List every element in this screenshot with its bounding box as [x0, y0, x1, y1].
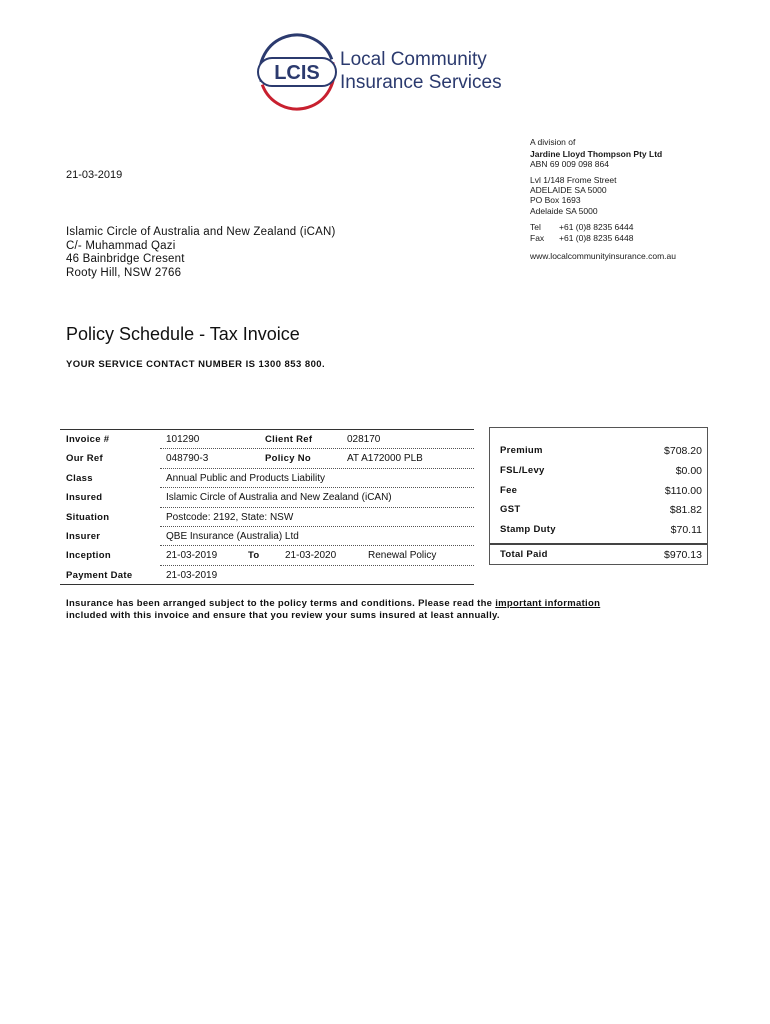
totals-amount: $708.20 — [664, 445, 702, 457]
invoice-label: Invoice # — [66, 434, 110, 445]
document-date: 21-03-2019 — [66, 169, 123, 181]
phone-number: +61 (0)8 8235 6444 — [559, 222, 634, 232]
situation-label: Situation — [66, 511, 110, 523]
totals-row — [490, 482, 707, 500]
policy-no-label: Policy No — [265, 453, 311, 465]
insurer: QBE Insurance (Australia) Ltd — [166, 531, 299, 542]
payment-date: 21-03-2019 — [166, 569, 218, 581]
class-label: Class — [66, 472, 93, 484]
total-paid-amount: $970.13 — [664, 549, 702, 561]
total-paid-row — [490, 546, 707, 564]
table-row — [60, 546, 474, 565]
policy-number: AT A172000 PLB — [347, 453, 423, 465]
notice-line-2: included with this invoice and ensure that you review your sums insured at least annually. — [66, 610, 500, 621]
service-contact-notice: YOUR SERVICE CONTACT NUMBER IS 1300 853 800. — [66, 359, 326, 370]
insurance-notice — [66, 598, 600, 622]
situation: Postcode: 2192, State: NSW — [166, 511, 294, 523]
lcis-logo — [255, 30, 339, 114]
company-address-line: Lvl 1/148 Frome Street — [530, 175, 617, 185]
table-row — [60, 566, 474, 585]
company-website: www.localcommunityinsurance.com.au — [530, 251, 676, 261]
company-address-line: ADELAIDE SA 5000 — [530, 185, 607, 195]
page-title: Policy Schedule - Tax Invoice — [66, 324, 300, 344]
inception-label: Inception — [66, 550, 111, 562]
totals-row — [490, 501, 707, 519]
recipient-line: 46 Bainbridge Cresent — [66, 253, 185, 266]
totals-box — [489, 427, 708, 565]
company-fax — [530, 233, 633, 243]
totals-row — [490, 442, 707, 460]
inception-date: 21-03-2019 — [166, 550, 218, 562]
total-paid-label: Total Paid — [500, 549, 548, 560]
company-name: Jardine Lloyd Thompson Pty Ltd — [530, 149, 663, 159]
totals-label: Stamp Duty — [500, 524, 556, 535]
policy-details-table — [60, 429, 474, 585]
recipient-line: Islamic Circle of Australia and New Zealand (iCAN) — [66, 226, 336, 238]
notice-text: Insurance has been arranged subject to the policy terms and conditions. Please read the — [66, 598, 496, 609]
company-address-line: Adelaide SA 5000 — [530, 206, 598, 216]
totals-amount: $0.00 — [675, 465, 702, 477]
table-row — [60, 469, 474, 488]
invoice-number: 101290 — [166, 434, 200, 445]
table-row — [60, 527, 474, 546]
policy-class: Annual Public and Products Liability — [166, 472, 325, 484]
client-ref-label: Client Ref — [265, 434, 313, 445]
our-ref: 048790-3 — [166, 453, 209, 465]
insured-name: Islamic Circle of Australia and New Zealand (iCAN) — [166, 492, 392, 504]
payment-date-label: Payment Date — [66, 569, 133, 581]
totals-amount: $110.00 — [664, 485, 702, 497]
client-ref: 028170 — [347, 434, 381, 445]
phone-label: Tel — [530, 222, 541, 232]
brand-line-2: Insurance Services — [340, 72, 502, 93]
totals-amount: $70.11 — [670, 524, 702, 536]
table-row — [60, 488, 474, 507]
fax-number: +61 (0)8 8235 6448 — [559, 233, 634, 243]
table-row — [60, 430, 474, 449]
total-divider — [490, 543, 707, 545]
logo-mark-text: LCIS — [274, 62, 320, 84]
table-row — [60, 449, 474, 468]
recipient-address — [66, 226, 335, 281]
expiry-date: 21-03-2020 — [285, 550, 337, 562]
company-address-line: PO Box 1693 — [530, 195, 581, 205]
company-abn: ABN 69 009 098 864 — [530, 159, 609, 169]
totals-label: Fee — [500, 485, 518, 496]
insurer-label: Insurer — [66, 531, 101, 542]
division-label: A division of — [530, 137, 576, 147]
totals-row — [490, 462, 707, 480]
totals-label: GST — [500, 504, 521, 515]
recipient-line: C/- Muhammad Qazi — [66, 239, 176, 252]
totals-label: Premium — [500, 445, 543, 456]
policy-type: Renewal Policy — [368, 550, 437, 562]
insured-label: Insured — [66, 492, 103, 504]
important-information-link[interactable]: important information — [495, 598, 601, 609]
totals-row — [490, 521, 707, 539]
to-label: To — [248, 550, 260, 562]
table-row — [60, 508, 474, 527]
totals-amount: $81.82 — [669, 504, 702, 516]
brand-name — [340, 48, 502, 94]
table-bottom-border — [60, 584, 474, 585]
company-phone — [530, 222, 633, 232]
totals-label: FSL/Levy — [500, 465, 545, 476]
notice-line-1 — [66, 598, 600, 610]
brand-line-1: Local Community — [340, 49, 487, 70]
recipient-line: Rooty Hill, NSW 2766 — [66, 267, 182, 280]
our-ref-label: Our Ref — [66, 453, 103, 465]
fax-label: Fax — [530, 233, 545, 243]
